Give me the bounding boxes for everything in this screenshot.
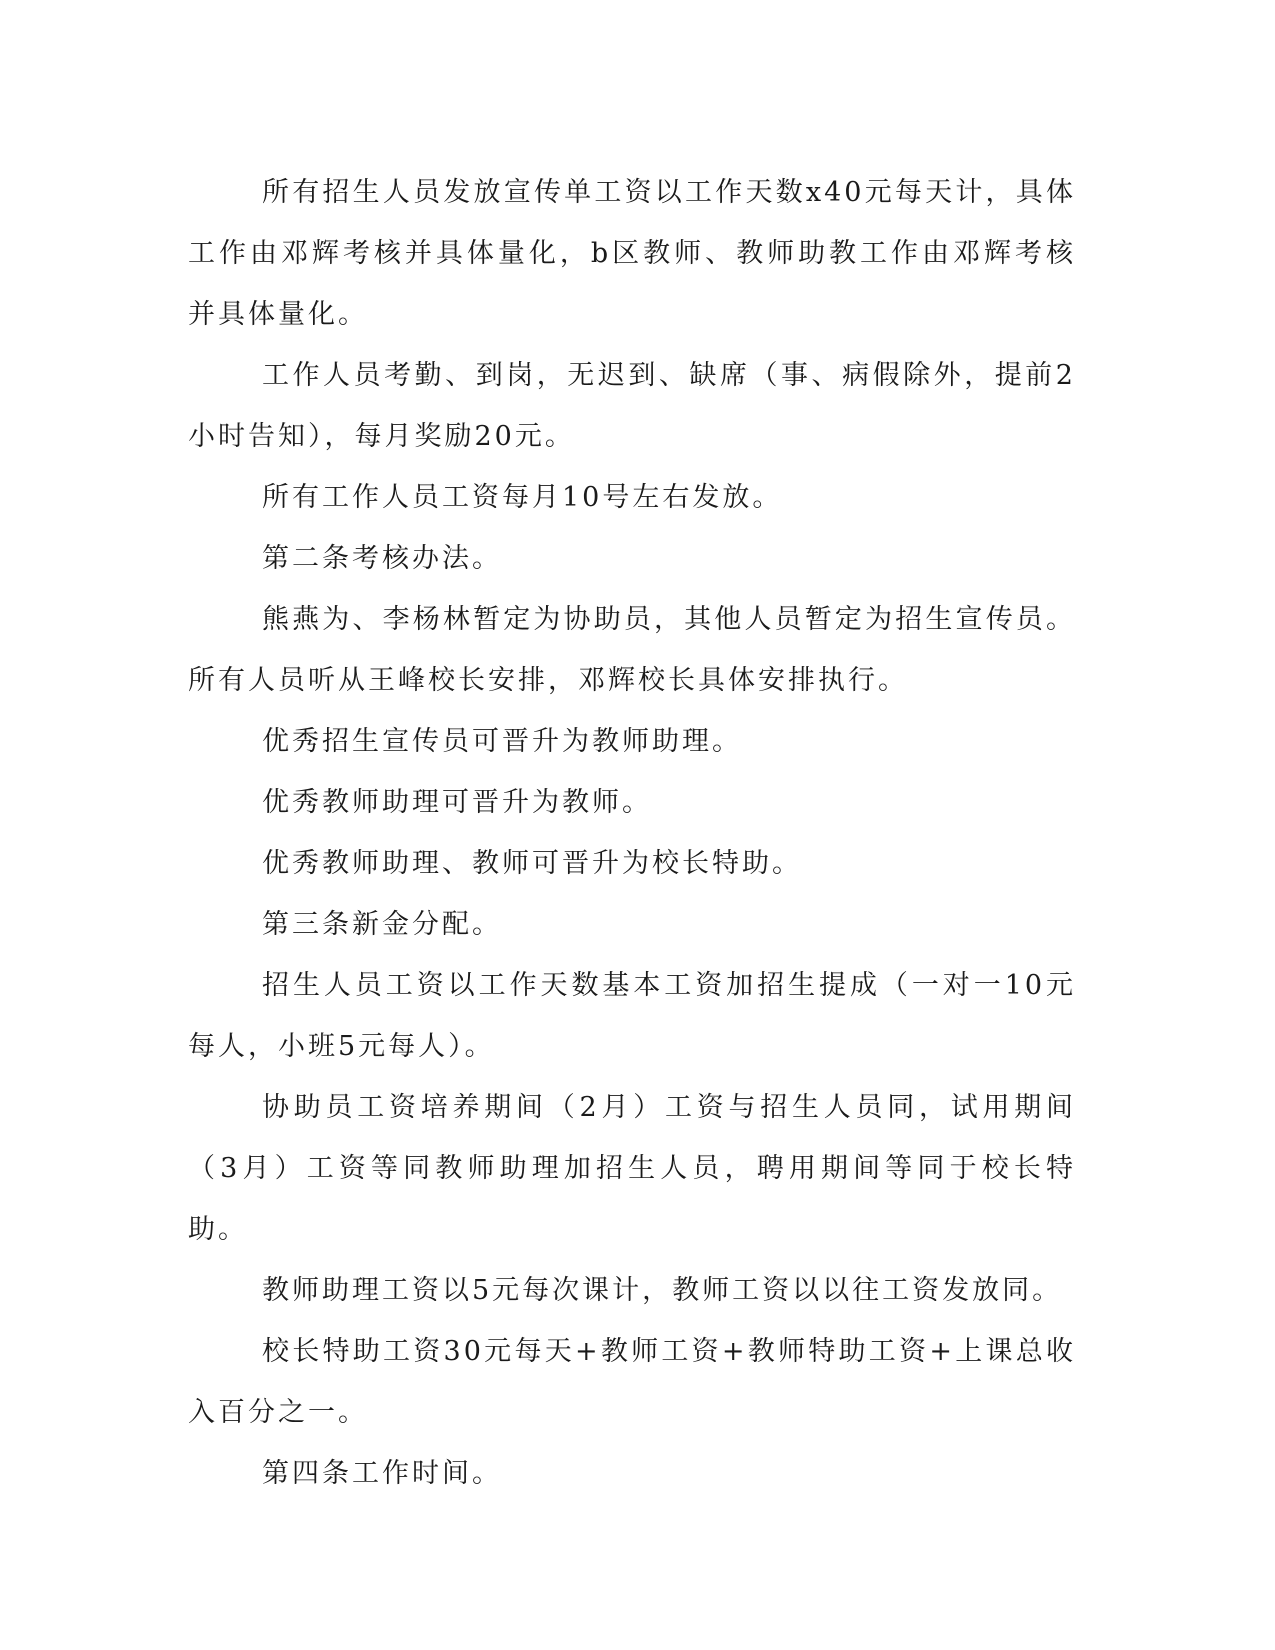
paragraph-promotion-teacher: 优秀教师助理可晋升为教师。 — [262, 787, 652, 818]
section-heading-article-2: 第二条考核办法。 — [262, 543, 502, 574]
paragraph-assistant-pay-periods: 协助员工资培养期间（2月）工资与招生人员同，试用期间（3月）工资等同教师助理加招生人员，聘用期间等同于校长特助。 — [188, 1092, 1076, 1245]
paragraph-promotion-special-aide: 优秀教师助理、教师可晋升为校长特助。 — [262, 848, 802, 879]
section-heading-article-4: 第四条工作时间。 — [262, 1458, 502, 1489]
paragraph-flyer-wages: 所有招生人员发放宣传单工资以工作天数x40元每天计，具体工作由邓辉考核并具体量化，b区教师、教师助教工作由邓辉考核并具体量化。 — [188, 177, 1076, 330]
document-body — [188, 162, 1076, 1504]
paragraph-attendance-bonus: 工作人员考勤、到岗，无迟到、缺席（事、病假除外，提前2小时告知），每月奖励20元。 — [188, 360, 1076, 452]
paragraph-pay-date: 所有工作人员工资每月10号左右发放。 — [262, 482, 783, 513]
paragraph-recruiter-pay: 招生人员工资以工作天数基本工资加招生提成（一对一10元每人，小班5元每人）。 — [188, 970, 1076, 1062]
paragraph-special-aide-pay: 校长特助工资30元每天+教师工资+教师特助工资+上课总收入百分之一。 — [188, 1336, 1076, 1428]
paragraph-teacher-assistant-pay: 教师助理工资以5元每次课计，教师工资以以往工资发放同。 — [262, 1275, 1063, 1306]
paragraph-promotion-assistant: 优秀招生宣传员可晋升为教师助理。 — [262, 726, 742, 757]
section-heading-article-3: 第三条新金分配。 — [262, 909, 502, 940]
paragraph-staff-roles: 熊燕为、李杨林暂定为协助员，其他人员暂定为招生宣传员。所有人员听从王峰校长安排，邓辉校长具体安排执行。 — [188, 604, 1076, 696]
